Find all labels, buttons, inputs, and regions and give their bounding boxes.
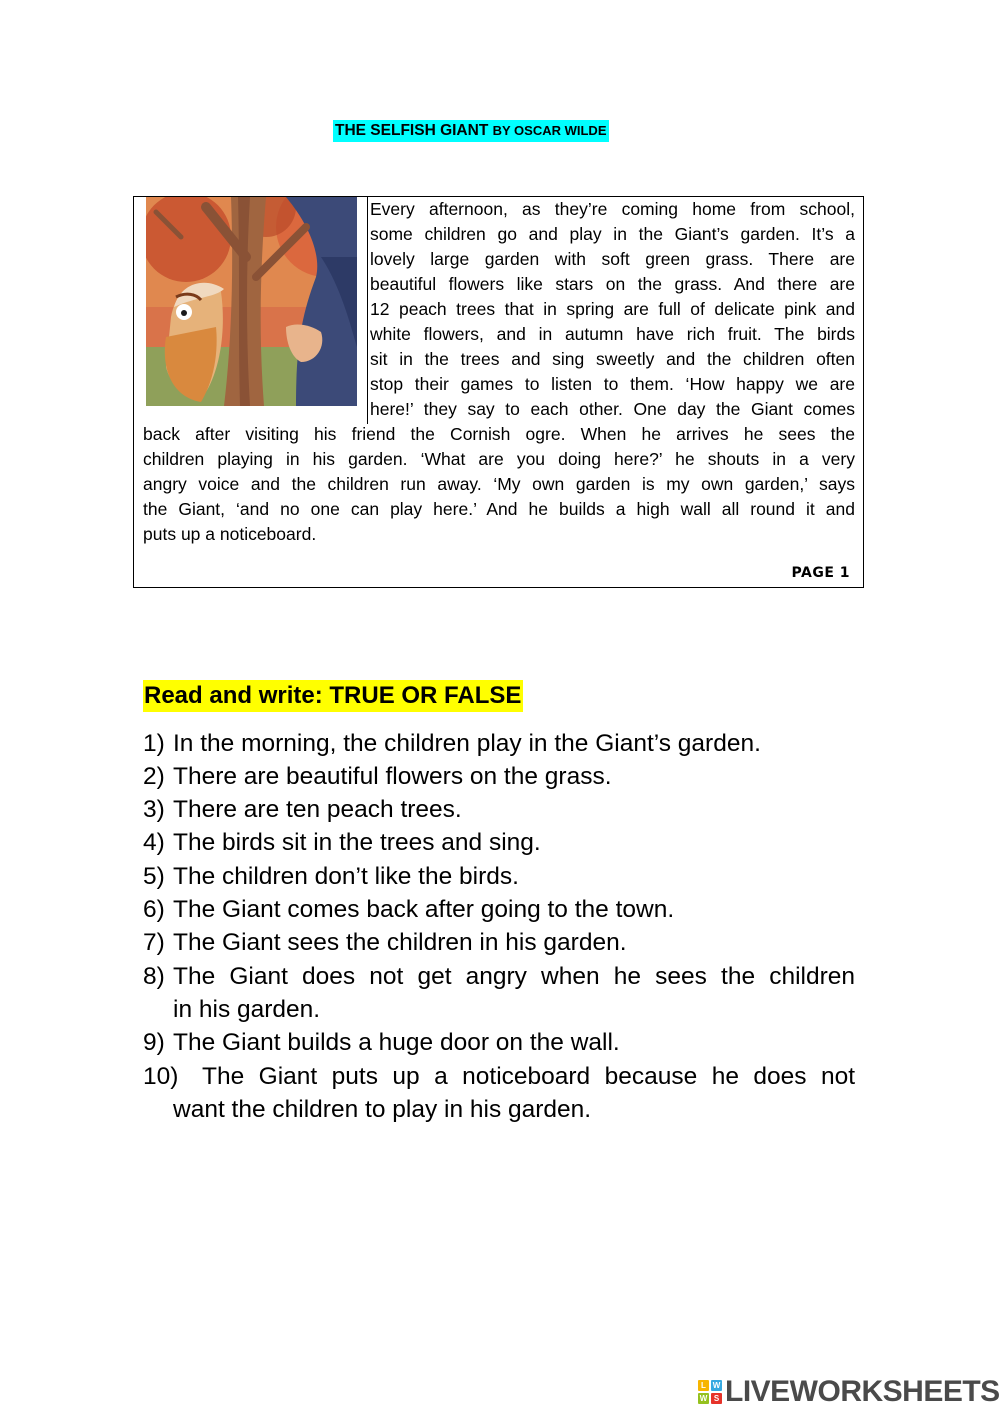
- question-item: [0, 727, 1000, 760]
- logo-letter: W: [699, 1394, 708, 1403]
- question-number: 3): [143, 796, 165, 823]
- question-item: [0, 1060, 1000, 1126]
- story-line: lovely large garden with soft green grass. There are: [370, 249, 855, 269]
- story-text: [0, 0, 1000, 560]
- question-number: 10): [143, 1063, 179, 1090]
- question-number: 9): [143, 1029, 165, 1056]
- question-text: The Giant builds a huge door on the wall.: [173, 1029, 620, 1056]
- question-text: want the children to play in his garden.: [173, 1096, 592, 1123]
- logo-letter: W: [712, 1381, 721, 1390]
- question-text: The Giant comes back after going to the town.: [173, 896, 675, 923]
- question-number: 1): [143, 730, 165, 757]
- question-item: [0, 1026, 1000, 1059]
- question-text: The birds sit in the trees and sing.: [173, 829, 541, 856]
- title-main: THE SELFISH GIANT: [335, 122, 489, 139]
- question-item: [0, 860, 1000, 893]
- question-text: The Giant sees the children in his garden.: [173, 929, 627, 956]
- question-number: 7): [143, 929, 165, 956]
- exercise-heading: Read and write: TRUE OR FALSE: [143, 680, 523, 712]
- question-item: [0, 893, 1000, 926]
- title-author: BY OSCAR WILDE: [492, 123, 607, 138]
- page-number: PAGE 1: [791, 565, 850, 581]
- question-item: [0, 793, 1000, 826]
- question-item: [0, 960, 1000, 1026]
- logo-letter: L: [698, 1380, 709, 1391]
- question-number: 6): [143, 896, 165, 923]
- story-line: here!’ they say to each other. One day the Giant comes: [370, 399, 855, 419]
- logo-text: LIVEWORKSHEETS: [725, 1375, 1000, 1408]
- question-text: in his garden.: [173, 996, 321, 1023]
- story-line: 12 peach trees that in spring are full of delicate pink and: [370, 299, 855, 319]
- story-line: white flowers, and in autumn have rich fruit. The birds: [370, 324, 855, 344]
- story-line: angry voice and the children run away. ‘My own garden is my own garden,’ says: [143, 474, 855, 494]
- story-line: beautiful flowers like stars on the grass. And there are: [370, 274, 855, 294]
- question-text: There are ten peach trees.: [173, 796, 462, 823]
- logo-icon: [698, 1380, 722, 1404]
- question-item: [0, 760, 1000, 793]
- question-text: There are beautiful flowers on the grass.: [173, 763, 612, 790]
- story-line: the Giant, ‘and no one can play here.’ And he builds a high wall all round it and: [143, 499, 855, 519]
- logo-letter: S: [711, 1393, 722, 1404]
- story-line: stop their games to listen to them. ‘How happy we are: [370, 374, 855, 394]
- story-line: sit in the trees and sing sweetly and the children often: [370, 349, 855, 369]
- question-item: [0, 926, 1000, 959]
- question-text: The Giant does not get angry when he sees the children: [173, 963, 855, 990]
- story-line: children playing in his garden. ‘What are you doing here?’ he shouts in a very: [143, 449, 855, 469]
- question-text: In the morning, the children play in the Giant’s garden.: [173, 730, 761, 757]
- story-line: Every afternoon, as they’re coming home from school,: [370, 199, 855, 219]
- question-text: The Giant puts up a noticeboard because he does not: [202, 1063, 855, 1090]
- story-line: puts up a noticeboard.: [143, 524, 317, 544]
- liveworksheets-logo: [698, 1376, 1000, 1408]
- story-line: some children go and play in the Giant’s garden. It’s a: [370, 224, 855, 244]
- question-number: 5): [143, 863, 165, 890]
- question-number: 8): [143, 963, 165, 990]
- question-text: The children don’t like the birds.: [173, 863, 519, 890]
- story-line: back after visiting his friend the Cornish ogre. When he arrives he sees the: [143, 424, 855, 444]
- question-number: 2): [143, 763, 165, 790]
- question-item: [0, 826, 1000, 859]
- question-number: 4): [143, 829, 165, 856]
